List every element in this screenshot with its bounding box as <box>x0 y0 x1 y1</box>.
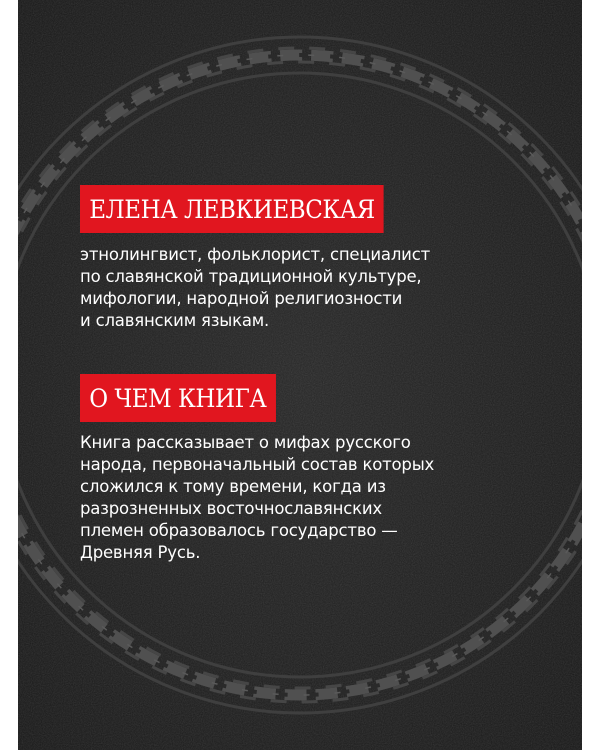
about-heading-label <box>80 374 276 422</box>
author-bio-line: этнолингвист, фольклорист, специалист <box>80 245 430 264</box>
about-text-line: сложился к тому времени, когда из <box>80 477 386 496</box>
about-text-line: Древняя Русь. <box>80 543 201 562</box>
about-text-line: Книга рассказывает о мифах русского <box>80 433 411 452</box>
author-bio-line: и славянским языкам. <box>80 311 270 330</box>
about-text-line: племен образовалось государство — <box>80 521 398 540</box>
author-name-label <box>80 185 384 233</box>
book-info-card <box>18 0 582 750</box>
author-bio <box>80 244 430 332</box>
about-heading: О ЧЕМ КНИГА <box>89 383 267 413</box>
author-bio-line: по славянской традиционной культуре, <box>80 267 422 286</box>
about-text-line: народа, первоначальный состав которых <box>80 455 435 474</box>
about-text <box>80 432 434 564</box>
author-name: ЕЛЕНА ЛЕВКИЕВСКАЯ <box>89 194 375 224</box>
about-text-line: разрозненных восточнославянских <box>80 499 382 518</box>
author-bio-line: мифологии, народной религиозности <box>80 289 403 308</box>
